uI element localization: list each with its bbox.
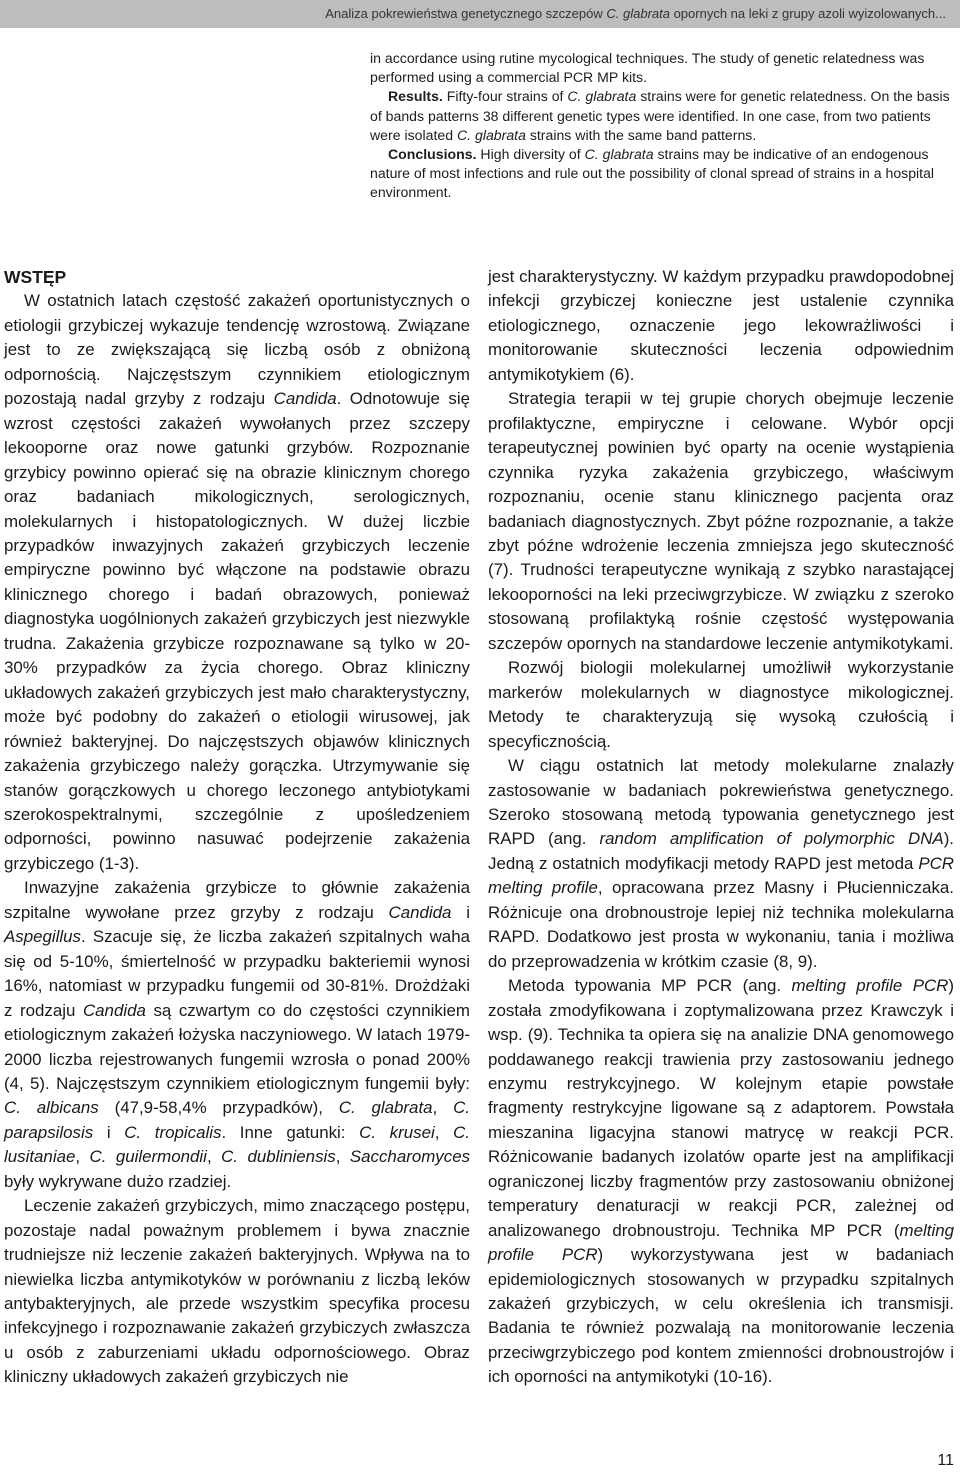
abstract-conclusions	[370, 145, 954, 203]
abstract-section	[370, 49, 954, 203]
results-label: Results.	[388, 88, 443, 105]
left-column	[4, 265, 470, 1390]
left-paragraph-3: Leczenie zakażeń grzybiczych, mimo znaczącego postępu, pozostaje nadal poważnym problemem i bywa znacznie trudniejsze niż leczenie zakażeń bakteryjnych. Wpływa na to niewielka liczba antymikotyków w porównaniu z liczbą leków antybakteryjnych, ale przede wszystkim specyfika procesu infekcyjnego i rozpoznawanie zakażeń grzybiczych zwłaszcza u osób z zaburzeniami układu odpornościowego. Obraz kliniczny układowych zakażeń grzybiczych nie	[4, 1196, 470, 1387]
right-paragraph-3: Rozwój biologii molekularnej umożliwił wykorzystanie markerów molekularnych w diagnostyce mikologicznej. Metody te charakteryzują się wysoką czułością i specyficznością.	[488, 658, 954, 751]
right-column	[488, 265, 954, 1390]
left-paragraph-2: Inwazyjne zakażenia grzybicze to głównie zakażenia szpitalne wywołane przez grzyby z rodzaju Candida i Aspegillus. Szacuje się, że liczba zakażeń szpitalnych waha się od 5-10%, śmiertelność w przypadku bakteriemii wynosi 16%, natomiast w przypadku fungemii od 30-81%. Drożdżaki z rodzaju Candida są czwartym co do częstości czynnikiem etiologicznym zakażeń łożyska naczyniowego. W latach 1979-2000 liczba rejestrowanych fungemii wzrosła o ponad 200% (4, 5). Najczęstszym czynnikiem etiologicznym fungemii były: C. albicans (47,9-58,4% przypadków), C. glabrata, C. parapsilosis i C. tropicalis. Inne gatunki: C. krusei, C. lusitaniae, C. guilermondii, C. dubliniensis, Saccharomyces były wykrywane dużo rzadziej.	[4, 878, 471, 1191]
abstract-methods-tail: in accordance using rutine mycological techniques. The study of genetic relatedness was performed using a commercial PCR MP kits.	[370, 50, 925, 86]
results-text: Fifty-four strains of C. glabrata strains were for genetic relatedness. On the basis of bands patterns 38 different genetic types were identified. In one case, from two patients were isolated C. glabrata strains with the same band patterns.	[370, 88, 950, 143]
section-heading: WSTĘP	[4, 267, 67, 287]
conclusions-label: Conclusions.	[388, 146, 477, 163]
conclusions-text: High diversity of C. glabrata strains may be indicative of an endogenous nature of most infections and rule out the possibility of clonal spread of strains in a hospital environment.	[370, 146, 935, 201]
left-paragraph-1: W ostatnich latach częstość zakażeń oportunistycznych o etiologii grzybiczej wykazuje tendencję wzrostową. Związane jest to ze zwiększającą się liczbą osób z obniżoną odpornością. Najczęstszym czynnikiem etiologicznym pozostają nadal grzyby z rodzaju Candida. Odnotowuje się wzrost częstości zakażeń wywołanych przez szczepy lekooporne oraz nowe gatunki grzybów. Rozpoznanie grzybicy powinno opierać się na obrazie klinicznym chorego oraz badaniach mikologicznych, serologicznych, molekularnych i histopatologicznych. W dużej liczbie przypadków inwazyjnych zakażeń grzybiczych leczenie empiryczne powinno być włączone na podstawie obrazu klinicznego chorego i badań obrazowych, ponieważ diagnostyka uogólnionych zakażeń grzybiczych jest niezwykle trudna. Zakażenia grzybicze rozpoznawane są tylko w 20-30% przypadków za życia chorego. Obraz kliniczny układowych zakażeń grzybiczych jest mało charakterystyczny, może być podobny do zakażeń o etiologii wirusowej, jak również bakteryjnej. Do najczęstszych objawów klinicznych zakażenia grzybiczego należy gorączka. Utrzymywanie się stanów gorączkowych u chorego leczonego antybiotykami szerokospektralnymi, szczególnie z upośledzeniem odporności, powinno nasuwać podejrzenie zakażenia grzybiczego (1-3).	[4, 291, 470, 873]
right-paragraph-4: W ciągu ostatnich lat metody molekularne znalazły zastosowanie w badaniach pokrewieństwa genetycznego. Szeroko stosowaną metodą typowania genetycznego jest RAPD (ang. random amplification of polymorphic DNA). Jedną z ostatnich modyfikacji metody RAPD jest metoda PCR melting profile, opracowana przez Masny i Płucienniczaka. Różnicuje ona drobnoustroje lepiej niż technika molekularna RAPD. Dodatkowo jest prosta w wykonaniu, tania i możliwa do przeprowadzenia w krótkim czasie (8, 9).	[488, 756, 955, 971]
right-paragraph-1: jest charakterystyczny. W każdym przypadku prawdopodobnej infekcji grzybiczej konieczne jest ustalenie czynnika etiologicznego, oznaczenie jego lekowrażliwości i monitorowanie skuteczności leczenia odpowiednim antymikotykiem (6).	[488, 267, 954, 384]
right-paragraph-5: Metoda typowania MP PCR (ang. melting profile PCR) została zmodyfikowana i zoptymalizowana przez Krawczyk i wsp. (9). Technika ta opiera się na analizie DNA genomowego poddawanego reakcji trawienia przy zastosowaniu jednego enzymu restrykcyjnego. W kolejnym etapie powstałe fragmenty restrykcyjne ligowane są z adaptorem. Powstała mieszanina ligacyjna stanowi matrycę w reakcji PCR. Różnicowanie badanych izolatów oparte jest na amplifikacji ograniczonej liczby fragmentów przy zastosowaniu obniżonej temperatury denaturacji w reakcji PCR, zależnej od analizowanego drobnoustroju. Technika MP PCR (melting profile PCR) wykorzystywana jest w badaniach epidemiologicznych stosowanych w przypadku szpitalnych zakażeń grzybiczych, w celu określenia ich transmisji. Badania te również pozwalają na monitorowanie leczenia przeciwgrzybiczego pod kontem zmienności drobnoustrojów i ich oporności na antymikotyki (10-16).	[488, 976, 954, 1387]
page-number: 11	[937, 1452, 954, 1469]
abstract-results	[370, 87, 954, 145]
running-head: Analiza pokrewieństwa genetycznego szczepów C. glabrata opornych na leki z grupy azoli wyizolowanych...	[0, 0, 960, 28]
right-paragraph-2: Strategia terapii w tej grupie chorych obejmuje leczenie profilaktyczne, empiryczne i celowane. Wybór opcji terapeutycznej powinien być oparty na ocenie wystąpienia czynnika ryzyka zakażenia grzybiczego, właściwym rozpoznaniu, ocenie stanu klinicznego pacjenta oraz badaniach diagnostycznych. Zbyt późne rozpoznanie, a także zbyt późne wdrożenie leczenia zmniejsza jego skuteczność (7). Trudności terapeutyczne wynikają z szybko narastającej lekooporności na leki przeciwgrzybicze. W związku z szeroko stosowaną profilaktyką rośnie częstość występowania szczepów opornych na standardowe leczenie antymikotykami.	[488, 389, 954, 653]
